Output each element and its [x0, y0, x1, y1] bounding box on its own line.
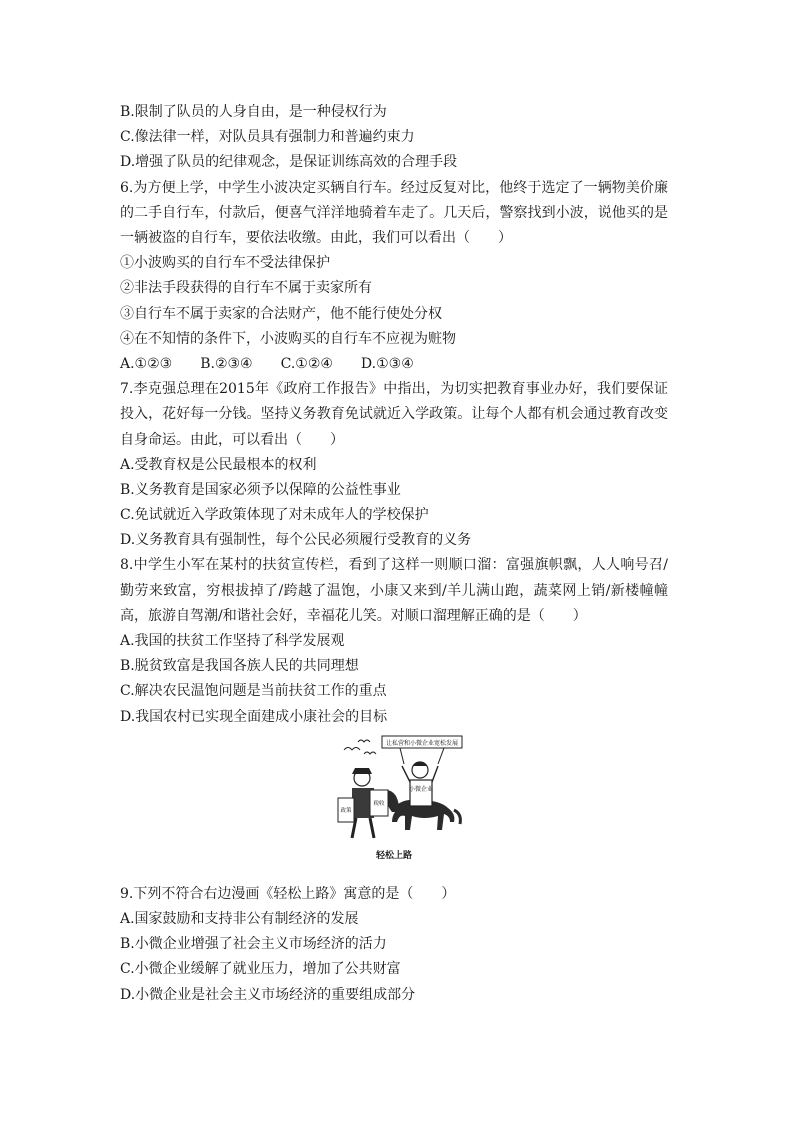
- cartoon-illustration: [334, 734, 464, 846]
- tax-sign-text: 税收: [373, 800, 385, 807]
- cartoon-banner: [382, 736, 462, 764]
- q8-option-d: D.我国农村已实现全面建成小康社会的目标: [120, 708, 388, 725]
- q5-option-d: D.增强了队员的纪律观念，是保证训练高效的合理手段: [120, 154, 458, 171]
- q7-option-a: A.受教育权是公民最根本的权利: [120, 456, 317, 473]
- policy-sign: [338, 798, 354, 822]
- q6-statement-1: ①小波购买的自行车不受法律保护: [120, 255, 330, 272]
- q6-stem: 6.为方便上学，中学生小波决定买辆自行车。经过反复对比，他终于选定了一辆物美价廉的二手自行车，付款后，便喜气洋洋地骑着车走了。几天后，警察找到小波，说他买的是一辆被盗的自行车，要依法收缴。由此，我们可以看出（ ）: [120, 179, 668, 246]
- q8-option-c: C.解决农民温饱问题是当前扶贫工作的重点: [120, 683, 387, 700]
- rider-figure: [402, 762, 438, 806]
- q7-option-c: C.免试就近入学政策体现了对未成年人的学校保护: [120, 507, 429, 524]
- q9-option-c: C.小微企业缓解了就业压力，增加了公共财富: [120, 961, 401, 978]
- q7-stem: 7.李克强总理在2015年《政府工作报告》中指出，为切实把教育事业办好，我们要保证投入，花好每一分钱。坚持义务教育免试就近入学政策。让每个人都有机会通过教育改变自身命运。由此，可以看出（ ）: [120, 381, 668, 448]
- q9-stem: 9.下列不符合右边漫画《轻松上路》寓意的是（ ）: [120, 885, 456, 902]
- q6-statement-3: ③自行车不属于卖家的合法财产，他不能行使处分权: [120, 305, 442, 322]
- q9-option-a: A.国家鼓励和支持非公有制经济的发展: [120, 911, 359, 928]
- page-content: [120, 100, 668, 1008]
- q8-option-a: A.我国的扶贫工作坚持了科学发展观: [120, 633, 345, 650]
- q7-option-b: B.义务教育是国家必须予以保障的公益性事业: [120, 481, 401, 498]
- q6-statement-4: ④在不知情的条件下，小波购买的自行车不应视为赃物: [120, 330, 456, 347]
- policy-sign-text: 政策: [340, 807, 352, 814]
- cartoon-figure: [120, 734, 668, 864]
- q8-option-b: B.脱贫致富是我国各族人民的共同理想: [120, 658, 359, 675]
- cartoon-caption: 轻松上路: [375, 850, 412, 861]
- q9-option-b: B.小微企业增强了社会主义市场经济的活力: [120, 936, 387, 953]
- q6-options: A.①②③ B.②③④ C.①②④ D.①③④: [120, 355, 414, 372]
- q6-statement-2: ②非法手段获得的自行车不属于卖家所有: [120, 280, 372, 297]
- q8-stem: 8.中学生小军在某村的扶贫宣传栏，看到了这样一则顺口溜：富强旗帜飘，人人响号召/勤劳来致富，穷根拔掉了/跨越了温饱，小康又来到/羊儿满山跑，蔬菜网上销/新楼幢幢高，旅游自驾潮/和谐社会好，幸福花儿笑。对顺口溜理解正确的是（ ）: [120, 557, 668, 624]
- q5-option-b: B.限制了队员的人身自由，是一种侵权行为: [120, 104, 387, 120]
- q5-option-c: C.像法律一样，对队员具有强制力和普遍约束力: [120, 129, 415, 146]
- cartoon-banner-text: 让私营和小微企业宽松发展: [385, 739, 459, 747]
- q7-option-d: D.义务教育具有强制性，每个公民必须履行受教育的义务: [120, 532, 472, 549]
- q9-option-d: D.小微企业是社会主义市场经济的重要组成部分: [120, 986, 416, 1003]
- tax-sign: [370, 790, 388, 816]
- rider-sign-text: 小微企业: [408, 785, 434, 793]
- bird-icons: [344, 740, 376, 754]
